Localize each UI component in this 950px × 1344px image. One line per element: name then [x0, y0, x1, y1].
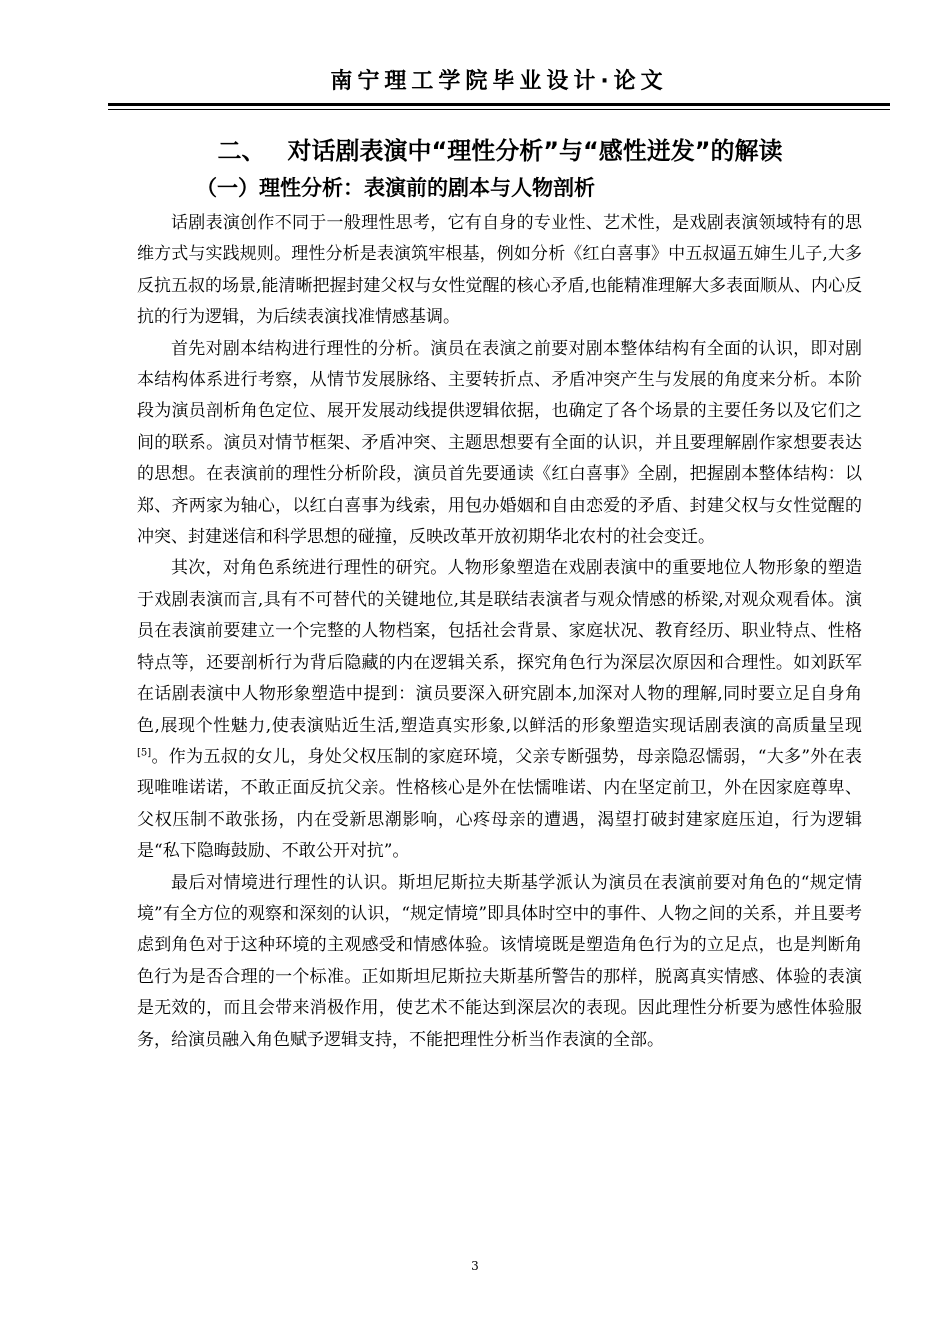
section-number: 二、 [217, 137, 266, 165]
paragraph-4: 最后对情境进行理性的认识。斯坦尼斯拉夫斯基学派认为演员在表演前要对角色的“规定情境”有全方位的观察和深刻的认识，“规定情境”即具体时空中的事件、人物之间的关系，并且要考虑到角色对于这种环境的主观感受和情感体验。该情境既是塑造角色行为的立足点，也是判断角色行为是否合理的一个标准。正如斯坦尼斯拉夫斯基所警告的那样，脱离真实情感、体验的表演是无效的，而且会带来消极作用，使艺术不能达到深层次的表现。因此理性分析要为感性体验服务，给演员融入角色赋予逻辑支持，不能把理性分析当作表演的全部。 [137, 872, 862, 1050]
page-number: 3 [471, 1259, 479, 1273]
running-header-title: 南宁理工学院毕业设计·论文 [330, 69, 668, 94]
paragraph-1: 话剧表演创作不同于一般理性思考，它有自身的专业性、艺术性，是戏剧表演领域特有的思维方式与实践规则。理性分析是表演筑牢根基，例如分析《红白喜事》中五叔逼五婶生儿子,大多反抗五叔的场景,能清晰把握封建父权与女性觉醒的核心矛盾,也能精准理解大多表面顺从、内心反抗的行为逻辑，为后续表演找准情感基调。 [137, 213, 862, 328]
header-rule-thick [108, 103, 890, 106]
paragraph-3 [137, 553, 862, 867]
paragraph-3-continued: 。作为五叔的女儿，身处父权压制的家庭环境，父亲专断强势，母亲隐忍懦弱，“大多”外在表现唯唯诺诺，不敢正面反抗父亲。性格核心是外在怯懦唯诺、内在坚定前卫，外在因家庭尊卑、父权压制不敢张扬，内在受新思潮影响，心疼母亲的遭遇，渴望打破封建家庭压迫，行为逻辑是“私下隐晦鼓励、不敢公开对抗”。 [137, 746, 862, 862]
paragraph-2: 首先对剧本结构进行理性的分析。演员在表演之前要对剧本整体结构有全面的认识，即对剧本结构体系进行考察，从情节发展脉络、主要转折点、矛盾冲突产生与发展的角度来分析。本阶段为演员剖析角色定位、展开发展动线提供逻辑依据，也确定了各个场景的主要任务以及它们之间的联系。演员对情节框架、矛盾冲突、主题思想要有全面的认识，并且要理解剧作家想要表达的思想。在表演前的理性分析阶段，演员首先要通读《红白喜事》全剧，把握剧本整体结构：以郑、齐两家为轴心，以红白喜事为线索，用包办婚姻和自由恋爱的矛盾、封建父权与女性觉醒的冲突、封建迷信和科学思想的碰撞，反映改革开放初期华北农村的社会变迁。 [137, 338, 862, 548]
section-title: 对话剧表演中“理性分析”与“感性迸发”的解读 [287, 137, 783, 165]
subsection-heading: （一）理性分析：表演前的剧本与人物剖析 [196, 176, 595, 200]
header-rule-thin [108, 109, 890, 110]
paragraph-3-text: 其次，对角色系统进行理性的研究。人物形象塑造在戏剧表演中的重要地位人物形象的塑造于戏剧表演而言,具有不可替代的关键地位,其是联结表演者与观众情感的桥梁,对观众观看体。演员在表演前要建立一个完整的人物档案，包括社会背景、家庭状况、教育经历、职业特点、性格特点等，还要剖析行为背后隐藏的内在逻辑关系，探究角色行为深层次原因和合理性。如刘跃军在话剧表演中人物形象塑造中提到：演员要深入研究剧本,加深对人物的理解,同时要立足自身角色,展现个性魅力,使表演贴近生活,塑造真实形象,以鲜活的形象塑造实现话剧表演的高质量呈现 [137, 558, 862, 736]
section-heading [120, 133, 880, 169]
body-text [137, 208, 862, 1056]
citation-ref: [5] [137, 747, 152, 759]
